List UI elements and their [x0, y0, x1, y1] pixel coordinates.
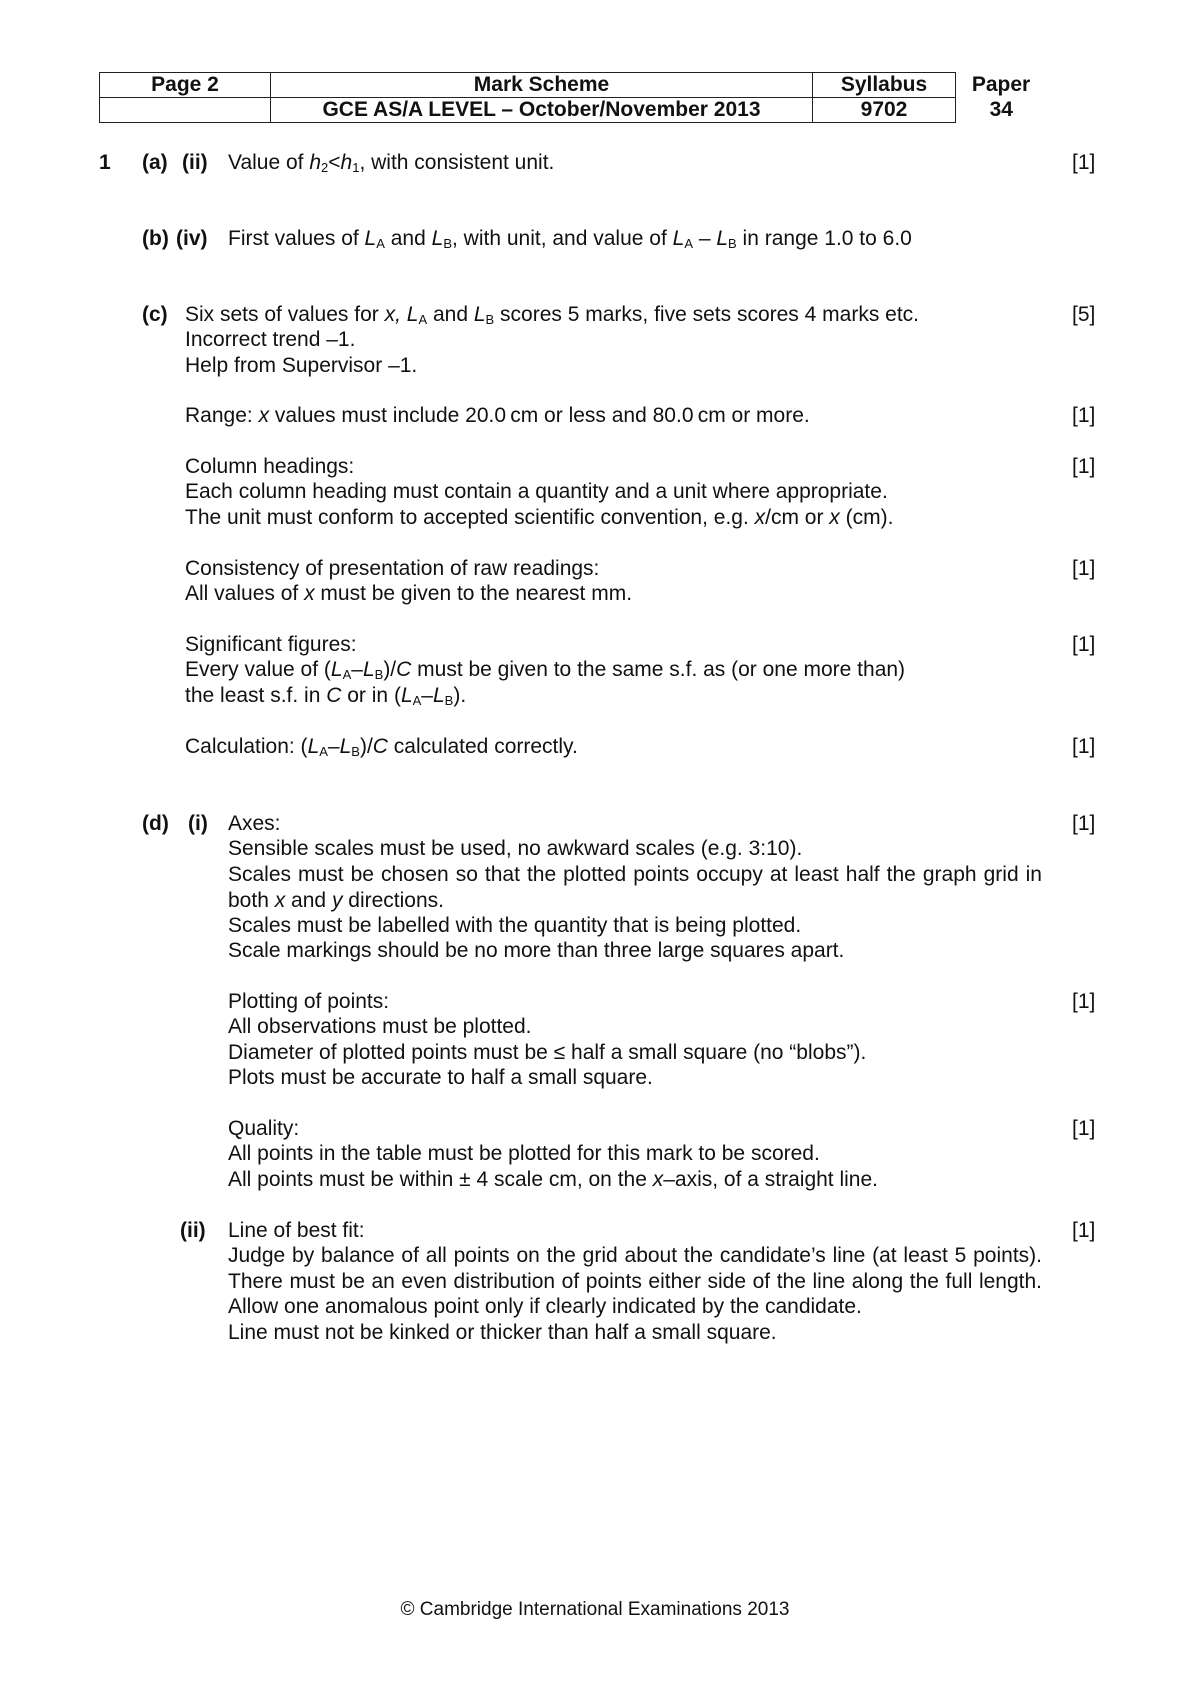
document-subtitle: GCE AS/A LEVEL – October/November 2013 — [271, 98, 813, 123]
part-d-sub-ii-label: (ii) — [180, 1219, 206, 1242]
paper-number: 34 — [989, 98, 1013, 121]
part-b-sub-label: (iv) — [176, 227, 208, 250]
part-c-consistency-line: All values of x must be given to the nearest mm. — [185, 582, 633, 605]
part-d-line-paragraph: Judge by balance of all points on the grid about the candidate’s line (at least 5 points). There must be an even distribution of points either side of the line along the full length. Allow one anomalous point only if clearly indicated by the candidate. — [228, 1244, 1042, 1318]
question-number: 1 — [99, 151, 111, 174]
part-d-plotting-line-3: Plots must be accurate to half a small square. — [228, 1066, 653, 1089]
part-c-range: Range: x values must include 20.0 cm or less and 80.0 cm or more. — [185, 404, 810, 427]
part-d-line-mark: [1] — [1072, 1219, 1096, 1242]
part-d-plotting-heading: Plotting of points: — [228, 990, 390, 1013]
copyright-footer: © Cambridge International Examinations 2013 — [400, 1599, 790, 1620]
part-d-label: (d) — [142, 812, 169, 835]
part-c-six-sets: Six sets of values for x, $L_A$ and $L_B$ scores 5 marks, five sets scores 4 marks etc. — [185, 303, 919, 327]
part-d-axes-mark: [1] — [1072, 812, 1096, 835]
part-d-line-heading: Line of best fit: — [228, 1219, 365, 1242]
part-a-sub-label: (ii) — [182, 151, 208, 174]
part-c-range-mark: [1] — [1072, 404, 1096, 427]
part-c-calculation: Calculation: $(L_A-L_B)/C$ calculated correctly. — [185, 735, 578, 759]
part-c-consistency-mark: [1] — [1072, 557, 1096, 580]
part-c-column-line-1: Each column heading must contain a quantity and a unit where appropriate. — [185, 480, 888, 503]
part-a-label: (a) — [142, 151, 168, 174]
part-d-plotting-line-1: All observations must be plotted. — [228, 1015, 532, 1038]
part-b-label: (b) — [142, 227, 169, 250]
part-c-six-mark: [5] — [1072, 303, 1096, 326]
part-d-quality-line-1: All points in the table must be plotted for this mark to be scored. — [228, 1142, 820, 1165]
part-d-axes-line-2: Scales must be chosen so that the plotted points occupy at least half the graph grid in both x and y directions. — [228, 863, 1042, 912]
part-d-axes-line-4: Scale markings should be no more than three large squares apart. — [228, 939, 845, 962]
syllabus-label: Syllabus — [813, 73, 956, 98]
part-d-axes-line-1: Sensible scales must be used, no awkward scales (e.g. 3:10). — [228, 837, 803, 860]
part-d-axes-heading: Axes: — [228, 812, 281, 835]
part-c-column-mark: [1] — [1072, 455, 1096, 478]
part-d-quality-line-2: All points must be within ± 4 scale cm, on the x–axis, of a straight line. — [228, 1168, 878, 1191]
part-d-line-last: Line must not be kinked or thicker than half a small square. — [228, 1321, 777, 1344]
part-b-text: First values of $L_A$ and $L_B$, with unit, and value of $L_A - L_B$ in range 1.0 to 6.0 — [228, 227, 912, 251]
part-c-column-heading: Column headings: — [185, 455, 355, 478]
part-d-axes-line-3: Scales must be labelled with the quantity that is being plotted. — [228, 914, 802, 937]
part-c-column-line-2: The unit must conform to accepted scientific convention, e.g. x/cm or x (cm). — [185, 506, 894, 529]
part-c-label: (c) — [142, 303, 168, 326]
part-a-mark: [1] — [1072, 151, 1096, 174]
part-c-sf-line-2: the least s.f. in C or in $(L_A-L_B)$. — [185, 684, 467, 708]
document-title: Mark Scheme — [271, 73, 813, 98]
syllabus-code: 9702 — [813, 98, 956, 123]
part-c-help: Help from Supervisor –1. — [185, 354, 418, 377]
part-c-sf-heading: Significant figures: — [185, 633, 357, 656]
paper-label: Paper — [971, 73, 1031, 96]
part-d-quality-mark: [1] — [1072, 1117, 1096, 1140]
part-c-incorrect: Incorrect trend –1. — [185, 328, 356, 351]
part-a-text: Value of $h_2<h_1$, with consistent unit. — [228, 151, 555, 175]
page-number: Page 2 — [100, 73, 271, 98]
part-d-plotting-line-2: Diameter of plotted points must be ≤ half a small square (no “blobs”). — [228, 1041, 867, 1064]
part-d-quality-heading: Quality: — [228, 1117, 300, 1140]
part-d-plotting-mark: [1] — [1072, 990, 1096, 1013]
part-c-sf-mark: [1] — [1072, 633, 1096, 656]
part-c-consistency-heading: Consistency of presentation of raw readings: — [185, 557, 600, 580]
part-c-calculation-mark: [1] — [1072, 735, 1096, 758]
header-table — [99, 72, 1047, 123]
part-c-sf-line-1: Every value of $(L_A-L_B)/C$ must be given to the same s.f. as (or one more than) — [185, 658, 906, 682]
part-d-sub-i-label: (i) — [188, 812, 208, 835]
